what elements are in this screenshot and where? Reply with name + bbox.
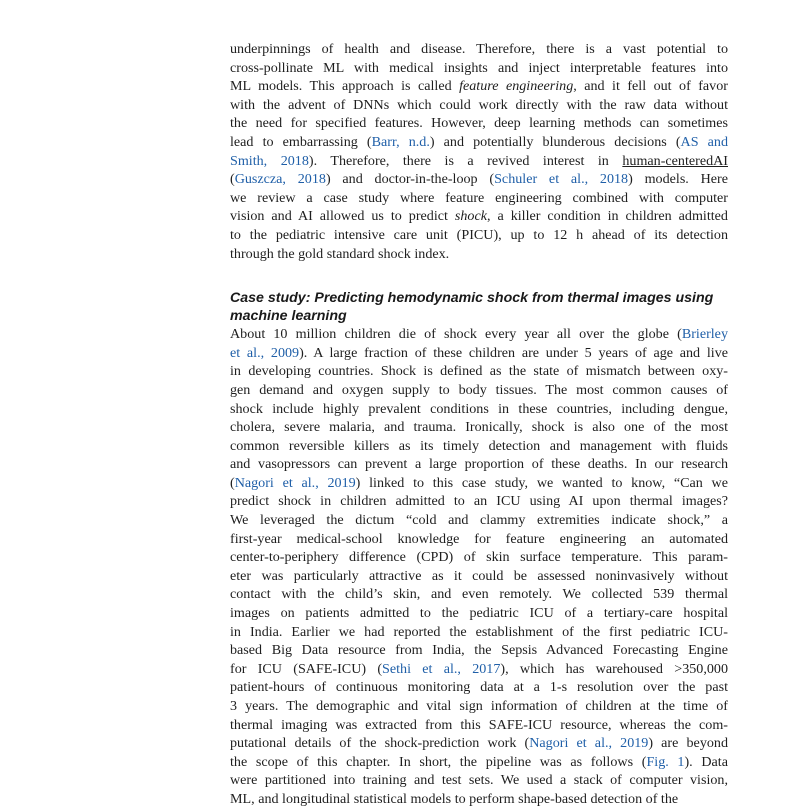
citation-link[interactable]: Guszcza, 2018 [234, 171, 326, 188]
text-line [230, 660, 728, 679]
citation-link[interactable]: Nagori et al., 2019 [529, 735, 649, 752]
text-run: were partitioned into training and test sets. We used a stack of computer vision, [230, 772, 728, 789]
section-heading [230, 289, 728, 325]
text-run: with the advent of DNNs which could work directly with the raw data without [230, 96, 728, 113]
text-line [230, 437, 728, 456]
emphasized-term: feature engineering [459, 78, 574, 95]
text-run: , and it fell out of favor [573, 78, 728, 95]
text-line [230, 511, 728, 530]
paragraph-intro [230, 40, 728, 263]
text-run: ( [230, 171, 235, 188]
text-line [230, 170, 728, 189]
text-run: to the pediatric intensive care unit (PICU), up to 12 h ahead of its detection [230, 226, 728, 243]
text-run: predict shock in children admitted to an ICU using AI upon thermal images? [230, 493, 728, 510]
text-run: ) linked to this case study, we wanted to know, “Can we [355, 474, 728, 491]
text-line [230, 400, 728, 419]
text-run: thermal imaging was extracted from this SAFE-ICU resource, whereas the com- [230, 716, 728, 733]
text-run: ). Therefore, there is a revived interest in [308, 152, 623, 169]
text-run: ( [230, 474, 235, 491]
citation-link[interactable]: Fig. 1 [646, 753, 685, 770]
text-run: images on patients admitted to the pediatric ICU of a tertiary-care hospital [230, 605, 728, 622]
citation-link[interactable]: Sethi et al., 2017 [382, 660, 501, 677]
citation-link[interactable]: Barr, n.d. [371, 133, 430, 150]
document-page [230, 40, 728, 809]
citation-link[interactable]: Schuler et al., 2018 [494, 171, 629, 188]
text-run: center-to-periphery difference (CPD) of skin surface temperature. This param- [230, 549, 728, 566]
text-line [230, 623, 728, 642]
text-run: for ICU (SAFE-ICU) ( [230, 660, 383, 677]
text-run: the need for specified features. However, deep learning methods can sometimes [230, 115, 728, 132]
text-run: in India. Earlier we had reported the establishment of the first pediatric ICU- [230, 623, 728, 640]
text-run: in developing countries. Shock is defined as the state of mismatch between oxy- [230, 363, 728, 380]
text-line [230, 455, 728, 474]
text-run: the scope of this chapter. In short, the pipeline was as follows ( [230, 753, 647, 770]
text-run: ). A large fraction of these children are under 5 years of age and live [299, 344, 728, 361]
text-run: ) and doctor-in-the-loop ( [325, 171, 495, 188]
citation-link[interactable]: Nagori et al., 2019 [234, 474, 356, 491]
text-line [230, 548, 728, 567]
text-run: we review a case study where feature engineering combined with computer [230, 189, 728, 206]
text-line [230, 133, 728, 152]
citation-link[interactable]: Smith, 2018 [230, 152, 309, 169]
emphasized-term: shock [454, 208, 487, 225]
text-run: 3 years. The demographic and vital sign information of children at the time of [230, 698, 728, 714]
text-line [230, 790, 728, 809]
text-line [230, 381, 728, 400]
text-run: and vasopressors can prevent a large proportion of these deaths. In our research [230, 456, 728, 473]
text-run: , a killer condition in children admitted [486, 208, 728, 225]
text-line [230, 362, 728, 381]
text-run: ) models. Here [628, 171, 729, 188]
text-run: ). Data [684, 753, 728, 770]
text-line [230, 114, 728, 133]
text-run: common reversible killers as its timely detection and management with fluids [230, 437, 728, 454]
text-line [230, 492, 728, 511]
text-run: cholera, severe malaria, and trauma. Ironically, shock is also one of the most [230, 419, 728, 436]
text-run: first-year medical-school knowledge for feature engineering an automated [230, 530, 728, 547]
citation-link[interactable]: AS and [680, 133, 729, 150]
heading-line: machine learning [230, 308, 347, 325]
text-run: through the gold standard shock index. [230, 245, 450, 262]
text-run: contact with the child’s skin, and even remotely. We collected 539 thermal [230, 586, 728, 603]
citation-link[interactable]: Brierley [681, 326, 728, 343]
text-line [230, 344, 728, 363]
underlined-term: human-centeredAI [622, 152, 728, 169]
text-line [230, 96, 728, 115]
text-line [230, 77, 728, 96]
text-line [230, 734, 728, 753]
heading-line: Case study: Predicting hemodynamic shock from thermal images using [230, 290, 714, 307]
text-line [230, 716, 728, 735]
text-line [230, 753, 728, 772]
text-line [230, 207, 728, 226]
text-line [230, 226, 728, 245]
text-run: shock include highly prevalent conditions in these countries, including dengue, [230, 400, 728, 417]
text-run: We leveraged the dictum “cold and clammy extremities indicate shock,” a [230, 512, 728, 529]
text-line [230, 678, 728, 697]
text-run: patient-hours of continuous monitoring data at a 1-s resolution over the past [230, 679, 728, 696]
text-line [230, 59, 728, 78]
text-run: ) are beyond [648, 735, 729, 752]
text-line [230, 418, 728, 437]
text-line [230, 189, 728, 208]
text-run: vision and AI allowed us to predict [230, 208, 455, 225]
paragraph-case-study [230, 325, 728, 808]
text-run: ), which has warehoused >350,000 [500, 660, 728, 677]
text-line [230, 530, 728, 549]
text-run: cross-pollinate ML with medical insights and inject interpretable features into [230, 59, 728, 76]
text-line [230, 771, 728, 790]
text-run: underpinnings of health and disease. Therefore, there is a vast potential to [230, 41, 728, 57]
text-run: ML, and longitudinal statistical models to perform shape-based detection of the [230, 790, 679, 807]
text-line [230, 40, 728, 59]
text-line [230, 152, 728, 171]
text-run: ML models. This approach is called [230, 78, 460, 95]
text-run: eter was particularly attractive as it could be assessed noninvasively without [230, 567, 728, 584]
text-line [230, 604, 728, 623]
text-line [230, 567, 728, 586]
text-run: ) and potentially blunderous decisions ( [429, 133, 681, 150]
text-line [230, 474, 728, 493]
citation-link[interactable]: et al., 2009 [230, 344, 300, 361]
text-run: based Big Data resource from India, the Sepsis Advanced Forecasting Engine [230, 642, 728, 659]
text-line [230, 697, 728, 716]
text-line [230, 245, 728, 264]
text-run: lead to embarrassing ( [230, 133, 372, 150]
text-line [230, 585, 728, 604]
text-line [230, 325, 728, 344]
text-run: putational details of the shock-prediction work ( [230, 735, 530, 752]
text-line [230, 641, 728, 660]
text-run: About 10 million children die of shock every year all over the globe ( [230, 326, 682, 343]
text-run: gen demand and oxygen supply to body tissues. The most common causes of [230, 381, 728, 398]
